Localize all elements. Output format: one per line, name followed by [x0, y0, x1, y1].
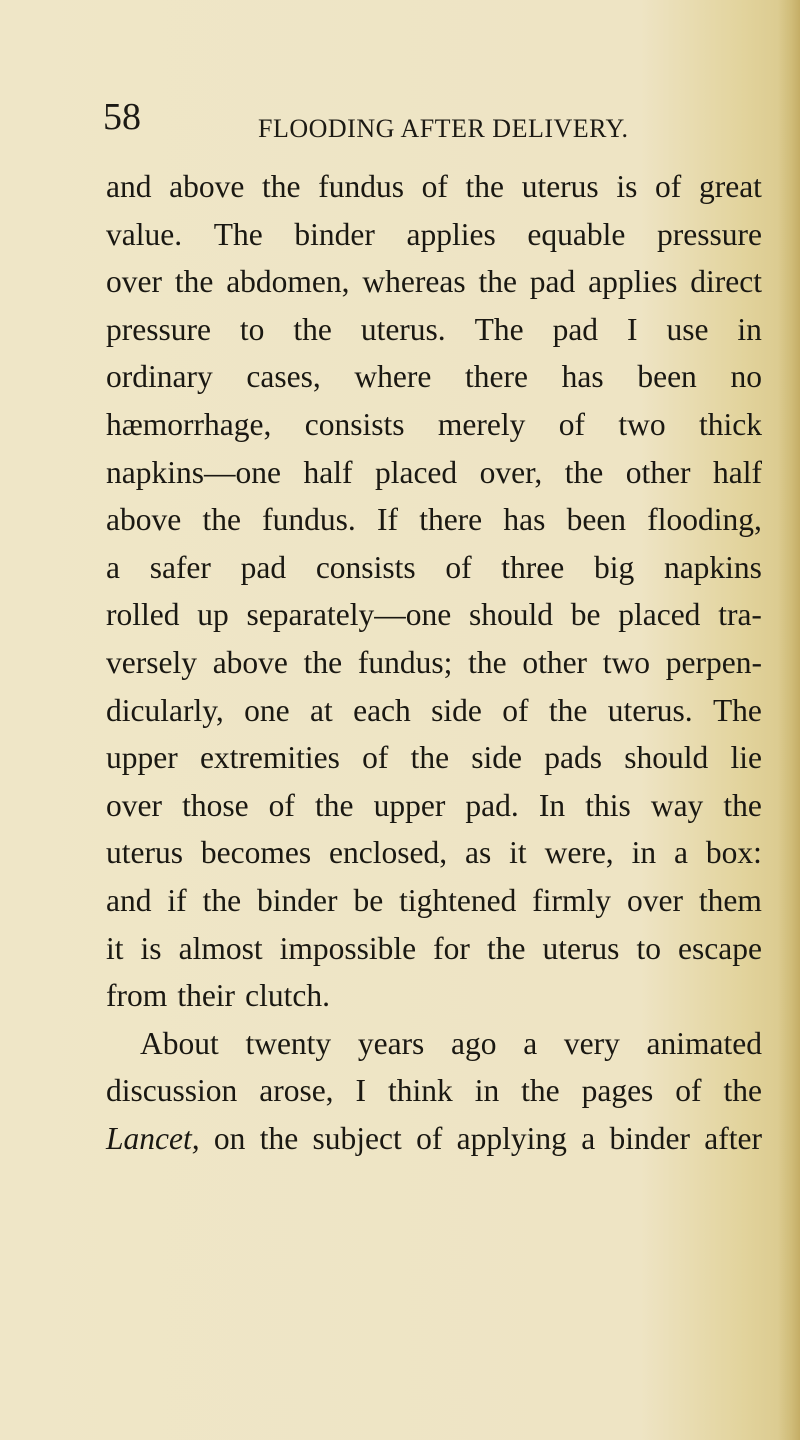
word: of: [421, 169, 448, 204]
word: almost: [178, 930, 263, 966]
word: the: [262, 169, 301, 204]
word: as: [465, 835, 492, 871]
word: binder: [609, 1120, 690, 1156]
word: versely: [106, 644, 197, 680]
word: big: [593, 549, 635, 585]
word: pads: [544, 740, 603, 776]
word: impossible: [279, 930, 417, 966]
word: the: [723, 1073, 762, 1109]
word: of: [502, 692, 529, 728]
text-line: [106, 687, 762, 735]
word: the: [202, 882, 242, 918]
word: be: [353, 882, 384, 918]
word: the: [410, 740, 450, 776]
word: pad: [552, 311, 599, 347]
word: above: [212, 644, 288, 680]
word: the: [486, 930, 526, 966]
word: over: [106, 264, 162, 300]
word: pad: [529, 264, 576, 300]
word: over: [106, 787, 162, 823]
word: of: [675, 1073, 702, 1109]
word: half: [303, 454, 353, 490]
text-line: [106, 829, 762, 877]
word: placed: [374, 454, 458, 490]
word: ago: [451, 1025, 497, 1061]
word: one: [244, 692, 290, 728]
word: from: [106, 978, 168, 1014]
word: to: [636, 930, 661, 966]
word: arose,: [259, 1073, 334, 1109]
word: lie: [730, 740, 762, 776]
word: and: [106, 882, 152, 918]
word: separately—one: [246, 597, 452, 633]
word: this: [585, 787, 631, 823]
text-line: [106, 211, 762, 259]
word: I: [355, 1073, 367, 1109]
word: applies: [588, 264, 678, 300]
word: uterus: [521, 169, 599, 204]
word: the: [202, 502, 241, 538]
text-line: [106, 258, 762, 306]
word: About: [140, 1025, 219, 1061]
word: pressure: [657, 216, 762, 252]
word: those: [182, 787, 249, 823]
text-line: [106, 496, 762, 544]
word: there: [419, 502, 483, 538]
word: above: [169, 169, 245, 204]
word: in: [631, 835, 657, 871]
word: a: [523, 1025, 538, 1061]
word: has: [503, 502, 546, 538]
word: is: [140, 930, 162, 966]
word: should: [468, 597, 553, 633]
word: thick: [698, 406, 762, 442]
word: hæmorrhage,: [106, 406, 272, 442]
word: abdomen,: [226, 264, 350, 300]
word: In: [538, 787, 566, 823]
word: fundus: [318, 169, 404, 204]
text-line: [106, 734, 762, 782]
word: after: [704, 1120, 762, 1156]
word: if: [167, 882, 187, 918]
word: use: [666, 311, 709, 347]
word: each: [353, 692, 411, 728]
word: twenty: [245, 1025, 332, 1061]
word: of: [558, 406, 585, 442]
word: enclosed,: [329, 835, 448, 871]
word: the: [259, 1120, 299, 1156]
word: dicularly,: [106, 692, 224, 728]
body-text: [106, 163, 762, 1162]
word: where: [354, 359, 432, 395]
word: three: [501, 549, 565, 585]
word: equable: [527, 216, 626, 252]
word: pages: [581, 1073, 654, 1109]
word: very: [563, 1025, 620, 1061]
word: the: [564, 454, 604, 490]
word: a: [581, 1120, 596, 1156]
word: no: [730, 359, 762, 395]
word: in: [737, 311, 762, 347]
word: the: [465, 169, 505, 204]
word: be: [570, 597, 601, 633]
word: side: [471, 740, 523, 776]
word: uterus: [106, 835, 183, 871]
word: and: [106, 169, 152, 204]
word: of: [445, 549, 472, 585]
word: upper: [373, 787, 446, 823]
word: tightened: [399, 882, 517, 918]
text-line: [106, 972, 762, 1020]
word: side: [431, 692, 482, 728]
word: two: [602, 644, 651, 680]
word: box:: [705, 835, 762, 871]
word: the: [293, 311, 332, 347]
text-line: [106, 544, 762, 592]
word: other: [625, 454, 691, 490]
word: binder: [257, 882, 338, 918]
running-head: FLOODING AFTER DELIVERY.: [258, 114, 629, 143]
text-line: [106, 306, 762, 354]
word: tra-: [718, 597, 762, 633]
word: discussion: [106, 1073, 238, 1109]
word: perpen-: [665, 644, 762, 680]
word: way: [650, 787, 704, 823]
word: the: [468, 644, 507, 680]
word: fundus.: [262, 502, 356, 538]
word: flooding,: [647, 502, 762, 538]
word: on: [213, 1120, 246, 1156]
word: fundus;: [357, 644, 453, 680]
word: clutch.: [245, 978, 330, 1014]
word: a: [106, 549, 120, 585]
text-line: [106, 925, 762, 973]
word: the: [521, 1073, 560, 1109]
word: The: [712, 692, 762, 728]
word: animated: [646, 1025, 762, 1061]
word: great: [698, 169, 762, 204]
word: The: [213, 216, 263, 252]
word: consists: [315, 549, 416, 585]
text-line: [106, 591, 762, 639]
word: merely: [437, 406, 526, 442]
word: applying: [456, 1120, 567, 1156]
word: been: [566, 502, 627, 538]
word: the: [478, 264, 517, 300]
word: subject: [312, 1120, 402, 1156]
text-line: [106, 639, 762, 687]
word: it: [106, 930, 124, 966]
word: pad: [240, 549, 287, 585]
word: it: [509, 835, 527, 871]
word: in: [474, 1073, 500, 1109]
word: whereas: [362, 264, 466, 300]
word: has: [561, 359, 604, 395]
word: upper: [106, 740, 178, 776]
word: uterus: [542, 930, 620, 966]
word: of: [362, 740, 389, 776]
page-header: [0, 98, 800, 158]
word: value.: [106, 216, 183, 252]
word: extremities: [199, 740, 340, 776]
word: applies: [406, 216, 496, 252]
text-line: [106, 1067, 762, 1115]
word: there: [465, 359, 528, 395]
word: years: [357, 1025, 425, 1061]
word: pad.: [465, 787, 519, 823]
word: should: [624, 740, 709, 776]
word: escape: [678, 930, 762, 966]
word: placed: [618, 597, 701, 633]
word: rolled: [106, 597, 180, 633]
word: cases,: [246, 359, 321, 395]
word: them: [698, 882, 762, 918]
text-line: [106, 782, 762, 830]
word: two: [618, 406, 666, 442]
word: of: [655, 169, 682, 204]
text-line: [106, 449, 762, 497]
word: becomes: [200, 835, 312, 871]
word: firmly: [532, 882, 612, 918]
page-number: 58: [103, 96, 141, 138]
word: a: [674, 835, 688, 871]
word: The: [474, 311, 524, 347]
text-line: [106, 1115, 762, 1163]
word: If: [376, 502, 398, 538]
word: uterus.: [360, 311, 446, 347]
word: think: [387, 1073, 453, 1109]
text-line: [106, 877, 762, 925]
word: been: [637, 359, 697, 395]
text-line: [106, 163, 762, 211]
word: up: [197, 597, 229, 633]
word: napkins—one: [106, 454, 281, 490]
word: of: [416, 1120, 443, 1156]
text-line: [106, 353, 762, 401]
word: above: [106, 502, 182, 538]
word: the: [174, 264, 214, 300]
word: binder: [294, 216, 375, 252]
word: ordinary: [106, 359, 213, 395]
word: consists: [304, 406, 405, 442]
word: the: [548, 692, 588, 728]
word: over: [626, 882, 683, 918]
word: over,: [479, 454, 543, 490]
page-edge-shadow: [778, 0, 800, 1440]
word: I: [627, 311, 638, 347]
word: is: [616, 169, 638, 204]
word: other: [522, 644, 588, 680]
word: their: [177, 978, 236, 1014]
word: Lancet,: [106, 1120, 200, 1156]
word: at: [310, 692, 333, 728]
word: direct: [690, 264, 762, 300]
word: the: [723, 787, 762, 823]
word: uterus.: [607, 692, 693, 728]
text-line: [106, 1020, 762, 1068]
word: safer: [149, 549, 211, 585]
word: the: [315, 787, 354, 823]
word: the: [303, 644, 343, 680]
word: half: [712, 454, 762, 490]
word: for: [433, 930, 470, 966]
word: of: [268, 787, 295, 823]
word: to: [239, 311, 265, 347]
word: were,: [544, 835, 614, 871]
word: napkins: [663, 549, 762, 585]
word: pressure: [106, 311, 211, 347]
text-line: [106, 401, 762, 449]
